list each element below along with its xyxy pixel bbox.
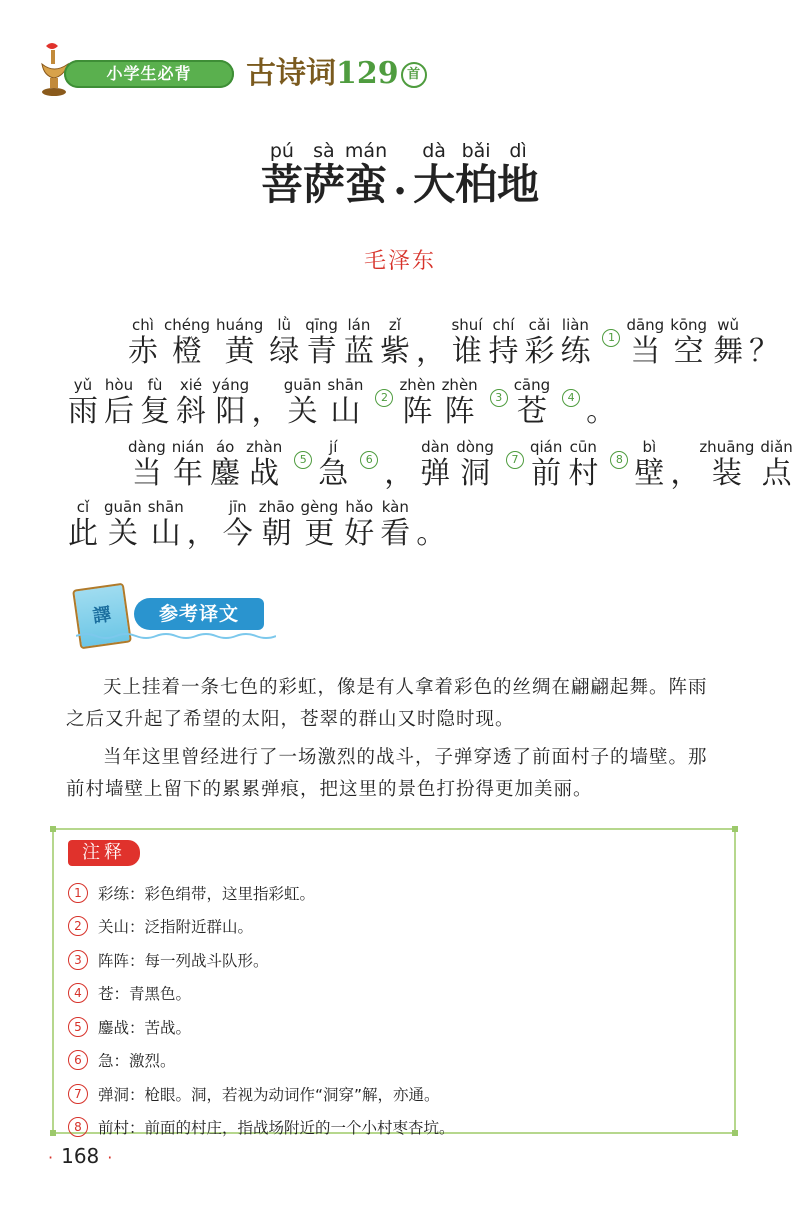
poem-line-1 — [128, 318, 785, 367]
corner-ornament — [732, 1130, 738, 1136]
poem-char: 好hǎo — [344, 498, 375, 551]
poem-char: 弹dàn — [420, 438, 451, 491]
note-text: 苍：青黑色。 — [98, 985, 192, 1004]
poem-char: 持chí — [488, 316, 519, 369]
book-title-text: 古诗词 — [246, 56, 336, 91]
poem-char: 当dàng — [128, 438, 166, 491]
note-item — [68, 910, 718, 944]
poem-char: 紫zǐ — [379, 316, 410, 369]
punctuation: ， — [670, 456, 701, 491]
note-text: 弹洞：枪眼。洞，若视为动词作“洞穿”解，亦通。 — [98, 1085, 440, 1104]
poem-char: 年nián — [171, 438, 205, 491]
poem-char: 朝zhāo — [258, 498, 295, 551]
notes-list — [68, 876, 718, 1144]
poem-char: 后hòu — [104, 376, 134, 429]
note-item — [68, 876, 718, 910]
poem-author: 毛泽东 — [363, 249, 436, 274]
title-char: 柏bǎi — [455, 140, 498, 209]
note-item — [68, 1010, 718, 1044]
notes-box — [52, 828, 736, 1138]
note-number: 8 — [68, 1117, 88, 1137]
page-number — [40, 1144, 120, 1168]
poem-char: 赤chì — [128, 316, 158, 369]
poem-char: 空kōng — [670, 316, 708, 369]
poem-char: 洞dòng — [456, 438, 494, 491]
punctuation: 。 — [586, 394, 617, 429]
note-marker: 3 — [490, 389, 508, 407]
poem-char: 当dāng — [626, 316, 665, 369]
title-char: 菩pú — [260, 140, 303, 209]
poem-line-4 — [68, 500, 452, 549]
book-header — [38, 40, 421, 100]
note-number: 3 — [68, 950, 88, 970]
poem-char: 今jīn — [222, 498, 253, 551]
note-marker: 2 — [375, 389, 393, 407]
note-number: 1 — [68, 883, 88, 903]
book-title — [246, 48, 427, 92]
poem-char: 鏖áo — [210, 438, 241, 491]
punctuation: ， — [415, 334, 446, 369]
note-text: 阵阵：每一列战斗队形。 — [98, 951, 269, 970]
note-number: 7 — [68, 1084, 88, 1104]
note-marker: 6 — [360, 451, 378, 469]
poem-char: 青qīng — [305, 316, 338, 369]
note-number: 6 — [68, 1050, 88, 1070]
poem-char: 蓝lán — [343, 316, 374, 369]
translation-paragraph: 天上挂着一条七色的彩虹，像是有人拿着彩色的丝绸在翩翩起舞。阵雨之后又升起了希望的太阳，苍翠的群山又时隐时现。 — [66, 677, 708, 730]
poem-char: 苍cāng — [513, 376, 551, 429]
title-char: 地dì — [497, 140, 540, 209]
book-unit: 首 — [401, 62, 427, 88]
poem-char: 战zhàn — [246, 438, 283, 491]
note-item — [68, 1111, 718, 1145]
note-item — [68, 1077, 718, 1111]
poem-char: 装zhuāng — [699, 438, 755, 491]
note-text: 前村：前面的村庄，指战场附近的一个小村枣杏坑。 — [98, 1119, 455, 1138]
punctuation: ， — [384, 456, 415, 491]
punctuation: ？ — [749, 334, 780, 369]
poem-line-2 — [68, 378, 622, 427]
poem-char: 村cūn — [568, 438, 599, 491]
poem-char: 复fù — [140, 376, 170, 429]
poem-char: 雨yǔ — [68, 376, 98, 429]
note-marker: 4 — [562, 389, 580, 407]
note-marker: 5 — [294, 451, 312, 469]
poem-char: 橙chéng — [164, 316, 211, 369]
note-item — [68, 977, 718, 1011]
poem-line-3 — [128, 440, 799, 489]
reference-translation-badge — [76, 586, 276, 646]
note-text: 鏖战：苦战。 — [98, 1018, 192, 1037]
poem-char: 阵zhèn — [441, 376, 478, 429]
note-item — [68, 1044, 718, 1078]
note-marker: 8 — [610, 451, 628, 469]
reference-translation-label: 参考译文 — [134, 598, 264, 630]
poem-char: 舞wǔ — [713, 316, 744, 369]
poem-title — [0, 140, 800, 215]
corner-ornament — [50, 1130, 56, 1136]
title-char: 蛮mán — [344, 140, 388, 209]
wave-decoration-icon — [76, 632, 276, 640]
title-char: 萨sà — [302, 140, 345, 209]
series-label: 小学生必背 — [64, 60, 234, 88]
poem-char: 山shān — [327, 376, 364, 429]
page-dot: · — [48, 1148, 54, 1167]
poem-char: 壁bì — [634, 438, 665, 491]
poem-char: 此cǐ — [68, 498, 98, 551]
title-separator: · — [393, 168, 408, 215]
poem-char: 谁shuí — [451, 316, 483, 369]
corner-ornament — [50, 826, 56, 832]
title-char: 大dà — [413, 140, 456, 209]
page-number-text: 168 — [61, 1144, 100, 1168]
note-marker: 1 — [602, 329, 620, 347]
poem-char: 点diǎn — [760, 438, 793, 491]
corner-ornament — [732, 826, 738, 832]
poem-char: 阵zhèn — [399, 376, 436, 429]
note-text: 急：激烈。 — [98, 1052, 176, 1071]
poem-char: 关guān — [104, 498, 142, 551]
poem-char: 前qián — [529, 438, 563, 491]
poem-char: 看kàn — [380, 498, 411, 551]
poem-char: 斜xié — [176, 376, 206, 429]
punctuation: ， — [186, 516, 217, 551]
note-text: 彩练：彩色绢带，这里指彩虹。 — [98, 884, 316, 903]
punctuation: ， — [251, 394, 282, 429]
note-number: 5 — [68, 1017, 88, 1037]
poem-char: 阳yáng — [212, 376, 250, 429]
translation-text — [66, 672, 726, 812]
poem-char: 山shān — [147, 498, 184, 551]
translate-scroll-icon: 譯 — [72, 583, 132, 650]
notes-label: 注释 — [68, 840, 140, 866]
poem-char: 练liàn — [560, 316, 591, 369]
poem-char: 关guān — [283, 376, 322, 429]
poem-char: 更gèng — [300, 498, 339, 551]
poem-char: 彩cǎi — [524, 316, 555, 369]
page-dot: · — [107, 1148, 113, 1167]
note-number: 4 — [68, 983, 88, 1003]
note-number: 2 — [68, 916, 88, 936]
translation-paragraph: 当年这里曾经进行了一场激烈的战斗，子弹穿透了前面村子的墙壁。那前村墙壁上留下的累累弹痕，把这里的景色打扮得更加美丽。 — [66, 747, 708, 800]
poem-char: 急jí — [318, 438, 349, 491]
note-item — [68, 943, 718, 977]
note-text: 关山：泛指附近群山。 — [98, 918, 254, 937]
punctuation: 。 — [416, 516, 447, 551]
poem-char: 绿lǜ — [269, 316, 300, 369]
note-marker: 7 — [506, 451, 524, 469]
poem-char: 黄huáng — [216, 316, 264, 369]
book-count: 129 — [336, 56, 399, 91]
